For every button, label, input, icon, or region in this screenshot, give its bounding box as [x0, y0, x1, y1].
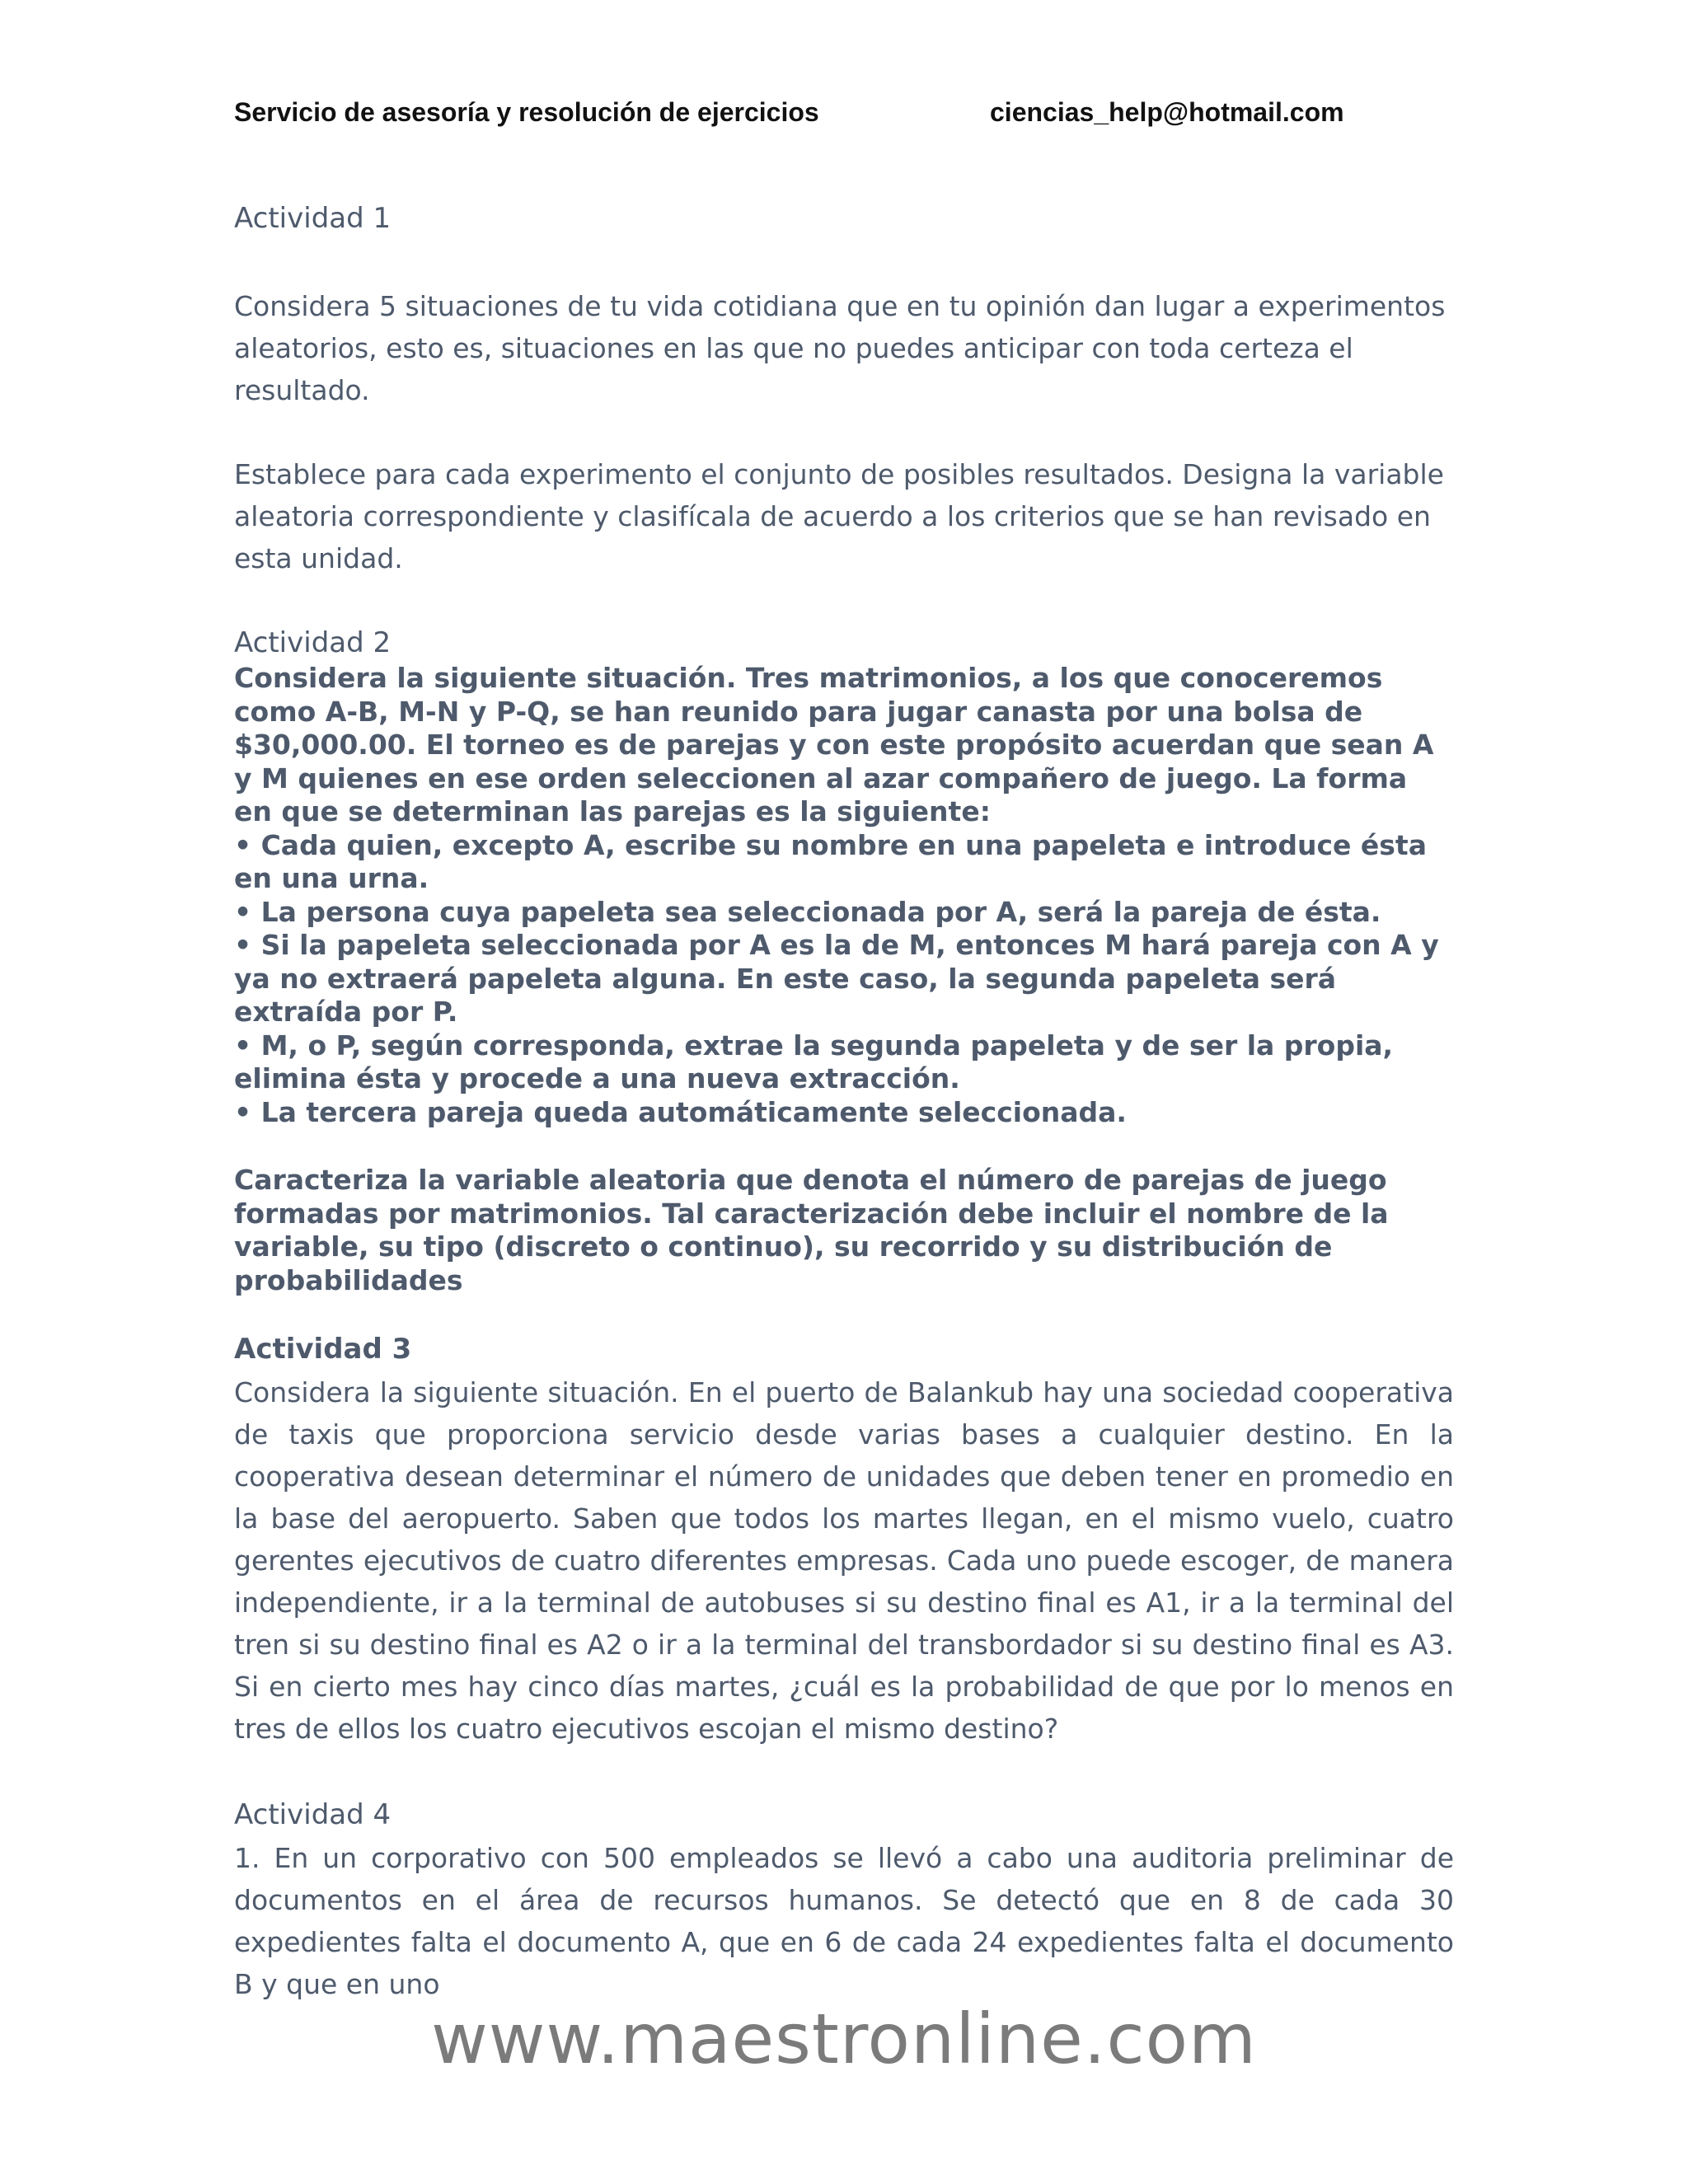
header-email: ciencias_help@hotmail.com	[990, 97, 1344, 127]
actividad-1-paragraph-1	[234, 285, 1454, 411]
actividad-1-heading: Actividad 1	[234, 202, 392, 235]
actividad-2-intro: Considera la siguiente situación. Tres matrimonios, a los que conoceremos como A-B, M-N y P-Q, se han reunido para jugar canasta por una bolsa de $30,000.00. El torneo es de parejas y con este propósito acuerdan que sean A y M quienes en ese orden seleccionen al azar compañero de juego. La forma en que se determinan las parejas es la siguiente:	[234, 662, 1434, 827]
actividad-2-bullet: • La tercera pareja queda automáticamente seleccionada.	[234, 1095, 1127, 1128]
actividad-1-paragraph-2	[234, 453, 1454, 579]
page-header	[234, 97, 1454, 138]
actividad-2-question-text: Caracteriza la variable aleatoria que denota el número de parejas de juego formadas por matrimonios. Tal caracterización debe incluir el nombre de la variable, su tipo (discreto o continuo), su recorrido y su distribución de probabilidades	[234, 1164, 1389, 1296]
actividad-3-heading: Actividad 3	[234, 1333, 412, 1366]
actividad-4-paragraph	[234, 1837, 1454, 2005]
actividad-4-text: 1. En un corporativo con 500 empleados se llevó a cabo una auditoria preliminar de documentos en el área de recursos humanos. Se detectó que en 8 de cada 30 expedientes falta el documento A, que en 6 de cada 24 expedientes falta el documento B y que en uno	[234, 1842, 1454, 2000]
actividad-4-heading: Actividad 4	[234, 1798, 392, 1831]
actividad-1-text-1: Considera 5 situaciones de tu vida cotidiana que en tu opinión dan lugar a experimentos aleatorios, esto es, situaciones en las que no puedes anticipar con toda certeza el resultado.	[234, 290, 1446, 406]
actividad-1-text-2: Establece para cada experimento el conjunto de posibles resultados. Designa la variable aleatoria correspondiente y clasifícala de acuerdo a los criterios que se han revisado en esta unidad.	[234, 458, 1444, 574]
actividad-2-bullet: • M, o P, según corresponda, extrae la segunda papeleta y de ser la propia, elimina ésta y procede a una nueva extracción.	[234, 1029, 1394, 1094]
header-title: Servicio de asesoría y resolución de ejercicios	[234, 97, 819, 127]
actividad-3-text: Considera la siguiente situación. En el puerto de Balankub hay una sociedad cooperativa de taxis que proporciona servicio desde varias bases a cualquier destino. En la cooperativa desean determinar el número de unidades que deben tener en promedio en la base del aeropuerto. Saben que todos los martes llegan, en el mismo vuelo, cuatro gerentes ejecutivos de cuatro diferentes empresas. Cada uno puede escoger, de manera independiente, ir a la terminal de autobuses si su destino final es A1, ir a la terminal del tren si su destino final es A2 o ir a la terminal del transbordador si su destino final es A3. Si en cierto mes hay cinco días martes, ¿cuál es la probabilidad de que por lo menos en tres de ellos los cuatro ejecutivos escojan el mismo destino?	[234, 1376, 1454, 1745]
actividad-2-bullet: • Si la papeleta seleccionada por A es la de M, entonces M hará pareja con A y ya no extraerá papeleta alguna. En este caso, la segunda papeleta será extraída por P.	[234, 929, 1439, 1028]
actividad-2-bullet: • Cada quien, excepto A, escribe su nombre en una papeleta e introduce ésta en una urna.	[234, 828, 1427, 894]
actividad-2-bullet: • La persona cuya papeleta sea seleccionada por A, será la pareja de ésta.	[234, 895, 1381, 928]
actividad-3-paragraph	[234, 1371, 1454, 1750]
actividad-2-question	[234, 1164, 1454, 1297]
watermark: www.maestronline.com	[431, 1999, 1257, 2079]
actividad-2-block	[234, 662, 1454, 1129]
actividad-2-heading: Actividad 2	[234, 626, 392, 659]
